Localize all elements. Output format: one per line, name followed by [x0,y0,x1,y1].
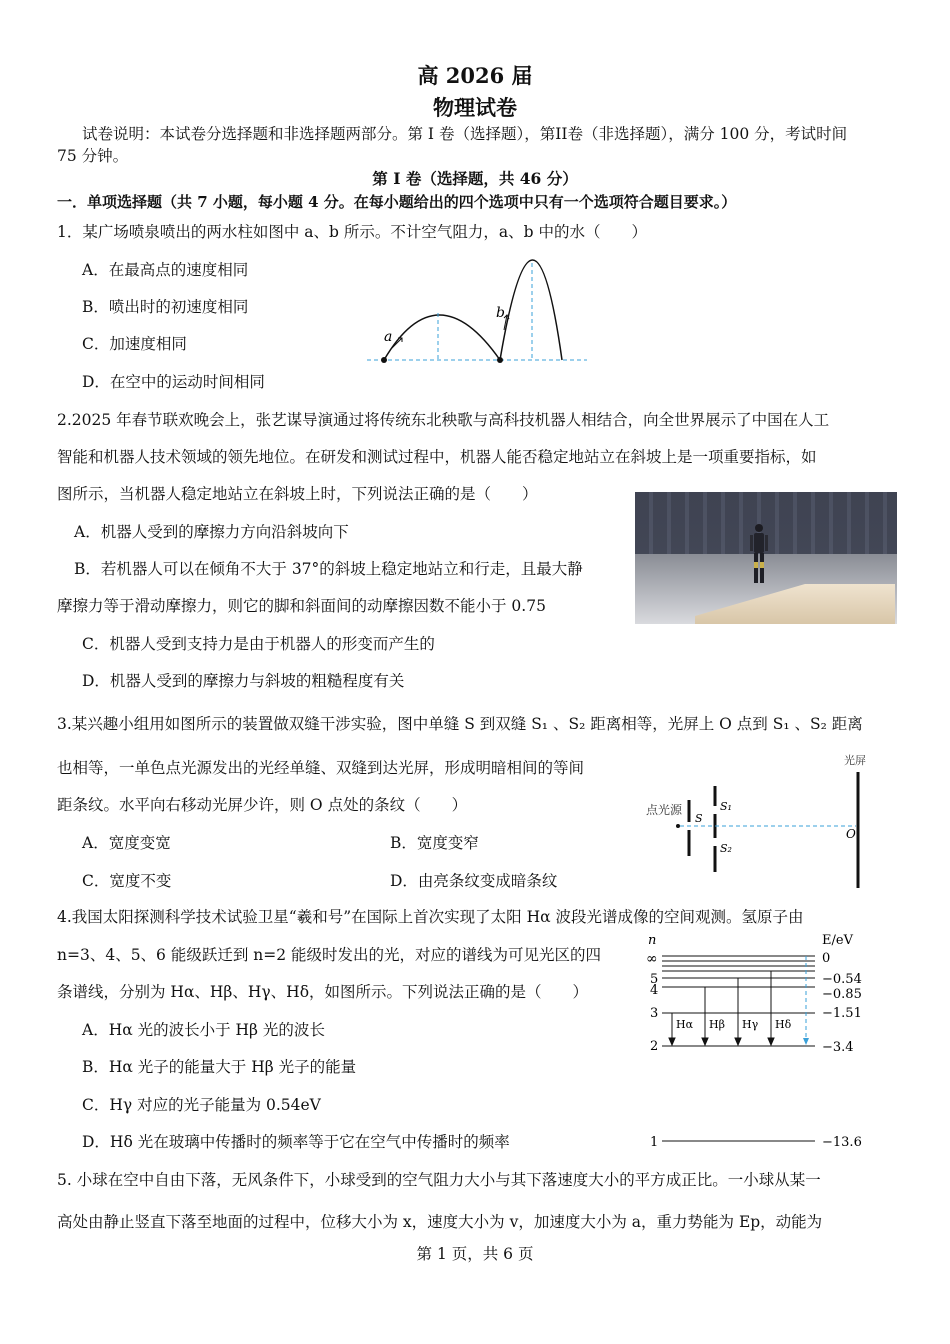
q2-option-b-line2: 摩擦力等于滑动摩擦力，则它的脚和斜面间的动摩擦因数不能小于 0.75 [57,597,546,615]
q4-option-b: B．Hα 光子的能量大于 Hβ 光子的能量 [82,1058,357,1076]
slit-s1-label: S₁ [720,800,732,813]
energy-level-diagram [640,928,880,1153]
level-e-2: −3.4 [822,1040,854,1055]
exam-title-subject: 物理试卷 [433,95,517,120]
q4-line-3: 条谱线，分别为 Hα、Hβ、Hγ、Hδ，如图所示。下列说法正确的是（ ） [57,983,589,1001]
line-h-delta: Hδ [775,1018,792,1031]
q3-line-2: 也相等，一单色点光源发出的光经单缝、双缝到达光屏，形成明暗相间的等间 [57,759,585,777]
q4-option-d: D．Hδ 光在玻璃中传播时的频率等于它在空气中传播时的频率 [82,1133,510,1151]
double-slit-figure [640,748,880,890]
n-axis-label: n [648,933,657,948]
q4-line-1: 4.我国太阳探测科学技术试验卫星“羲和号”在国际上首次实现了太阳 Hα 波段光谱成像的空间观测。氢原子由 [57,908,804,926]
line-h-beta: Hβ [709,1018,725,1031]
slit-s2-label: S₂ [720,842,732,855]
line-h-gamma: Hγ [742,1018,759,1031]
source-label: 点光源 [646,803,683,817]
point-o-label: O [846,827,856,841]
q4-option-c: C．Hγ 对应的光子能量为 0.54eV [82,1096,321,1114]
screen-label: 光屏 [844,754,866,767]
level-n-4: 4 [650,983,659,998]
q2-option-b-line1: B．若机器人可以在倾角不大于 37°的斜坡上稳定地站立和行走，且最大静 [74,560,583,578]
level-n-2: 2 [650,1039,659,1054]
level-e-3: −1.51 [822,1006,862,1021]
intro-line-2: 75 分钟。 [57,147,129,165]
robot-figure [747,522,771,592]
q3-line-3: 距条纹。水平向右移动光屏少许，则 O 点处的条纹（ ） [57,796,468,814]
q4-option-a: A．Hα 光的波长小于 Hβ 光的波长 [82,1021,325,1039]
q3-option-d: D．由亮条纹变成暗条纹 [390,872,558,890]
level-n-inf: ∞ [646,951,658,967]
level-n-3: 3 [650,1006,659,1021]
q1-option-b: B．喷出时的初速度相同 [82,298,249,316]
part1-heading: 一．单项选择题（共 7 小题，每小题 4 分。在每小题给出的四个选项中只有一个选项符合题目要求。） [57,193,737,211]
q5-line-1: 5. 小球在空中自由下落，无风条件下，小球受到的空气阻力大小与其下落速度大小的平方成正比。一小球从某一 [57,1171,821,1189]
q1-option-d: D．在空中的运动时间相同 [82,373,265,391]
q5-line-2: 高处由静止竖直下落至地面的过程中，位移大小为 x，速度大小为 v，加速度大小为 a，重力势能为 Ep，动能为 [57,1213,823,1231]
slit-s-label: S [695,812,703,825]
level-n-1: 1 [650,1135,659,1150]
page-number: 第 1 页，共 6 页 [416,1245,534,1263]
q1-option-a: A．在最高点的速度相同 [82,261,249,279]
q2-line-1: 2.2025 年春节联欢晚会上，张艺谋导演通过将传统东北秧歌与高科技机器人相结合，向全世界展示了中国在人工 [57,411,830,429]
robot-on-slope-photo [635,492,897,624]
energy-axis-label: E/eV [822,933,853,948]
level-e-inf: 0 [822,951,831,966]
intro-line-1: 试卷说明：本试卷分选择题和非选择题两部分。第 I 卷（选择题），第II卷（非选择题），满分 100 分，考试时间 [82,125,848,143]
q3-option-a: A．宽度变宽 [82,834,171,852]
q2-option-a: A．机器人受到的摩擦力方向沿斜坡向下 [74,523,349,541]
q2-option-c: C．机器人受到支持力是由于机器人的形变而产生的 [82,635,435,653]
q1-fountain-figure [362,255,592,370]
level-e-4: −0.85 [822,987,862,1002]
q3-option-c: C．宽度不变 [82,872,172,890]
level-e-1: −13.6 [822,1135,862,1150]
section-heading: 第 I 卷（选择题，共 46 分） [372,169,578,188]
q2-line-2: 智能和机器人技术领域的领先地位。在研发和测试过程中，机器人能否稳定地站立在斜坡上是一项重要指标，如 [57,448,817,466]
q2-option-d: D．机器人受到的摩擦力与斜坡的粗糙程度有关 [82,672,405,690]
q3-option-b: B．宽度变窄 [390,834,479,852]
exam-title-grade: 高 2026 届 [417,63,533,88]
q1-label-a: a [384,329,393,345]
line-h-alpha: Hα [676,1018,694,1031]
q1-option-c: C．加速度相同 [82,335,187,353]
q2-line-3: 图所示，当机器人稳定地站立在斜坡上时，下列说法正确的是（ ） [57,485,538,503]
q1-label-b: b [496,305,505,321]
q4-line-2: n=3、4、5、6 能级跃迁到 n=2 能级时发出的光，对应的谱线为可见光区的四 [57,946,602,964]
level-e-5: −0.54 [822,972,862,987]
level-n-5: 5 [650,972,659,987]
q1-stem: 1．某广场喷泉喷出的两水柱如图中 a、b 所示。不计空气阻力，a、b 中的水（ ） [57,223,647,241]
q3-line-1: 3.某兴趣小组用如图所示的装置做双缝干涉实验，图中单缝 S 到双缝 S₁ 、S₂ 距离相等，光屏上 O 点到 S₁ 、S₂ 距离 [57,715,863,733]
